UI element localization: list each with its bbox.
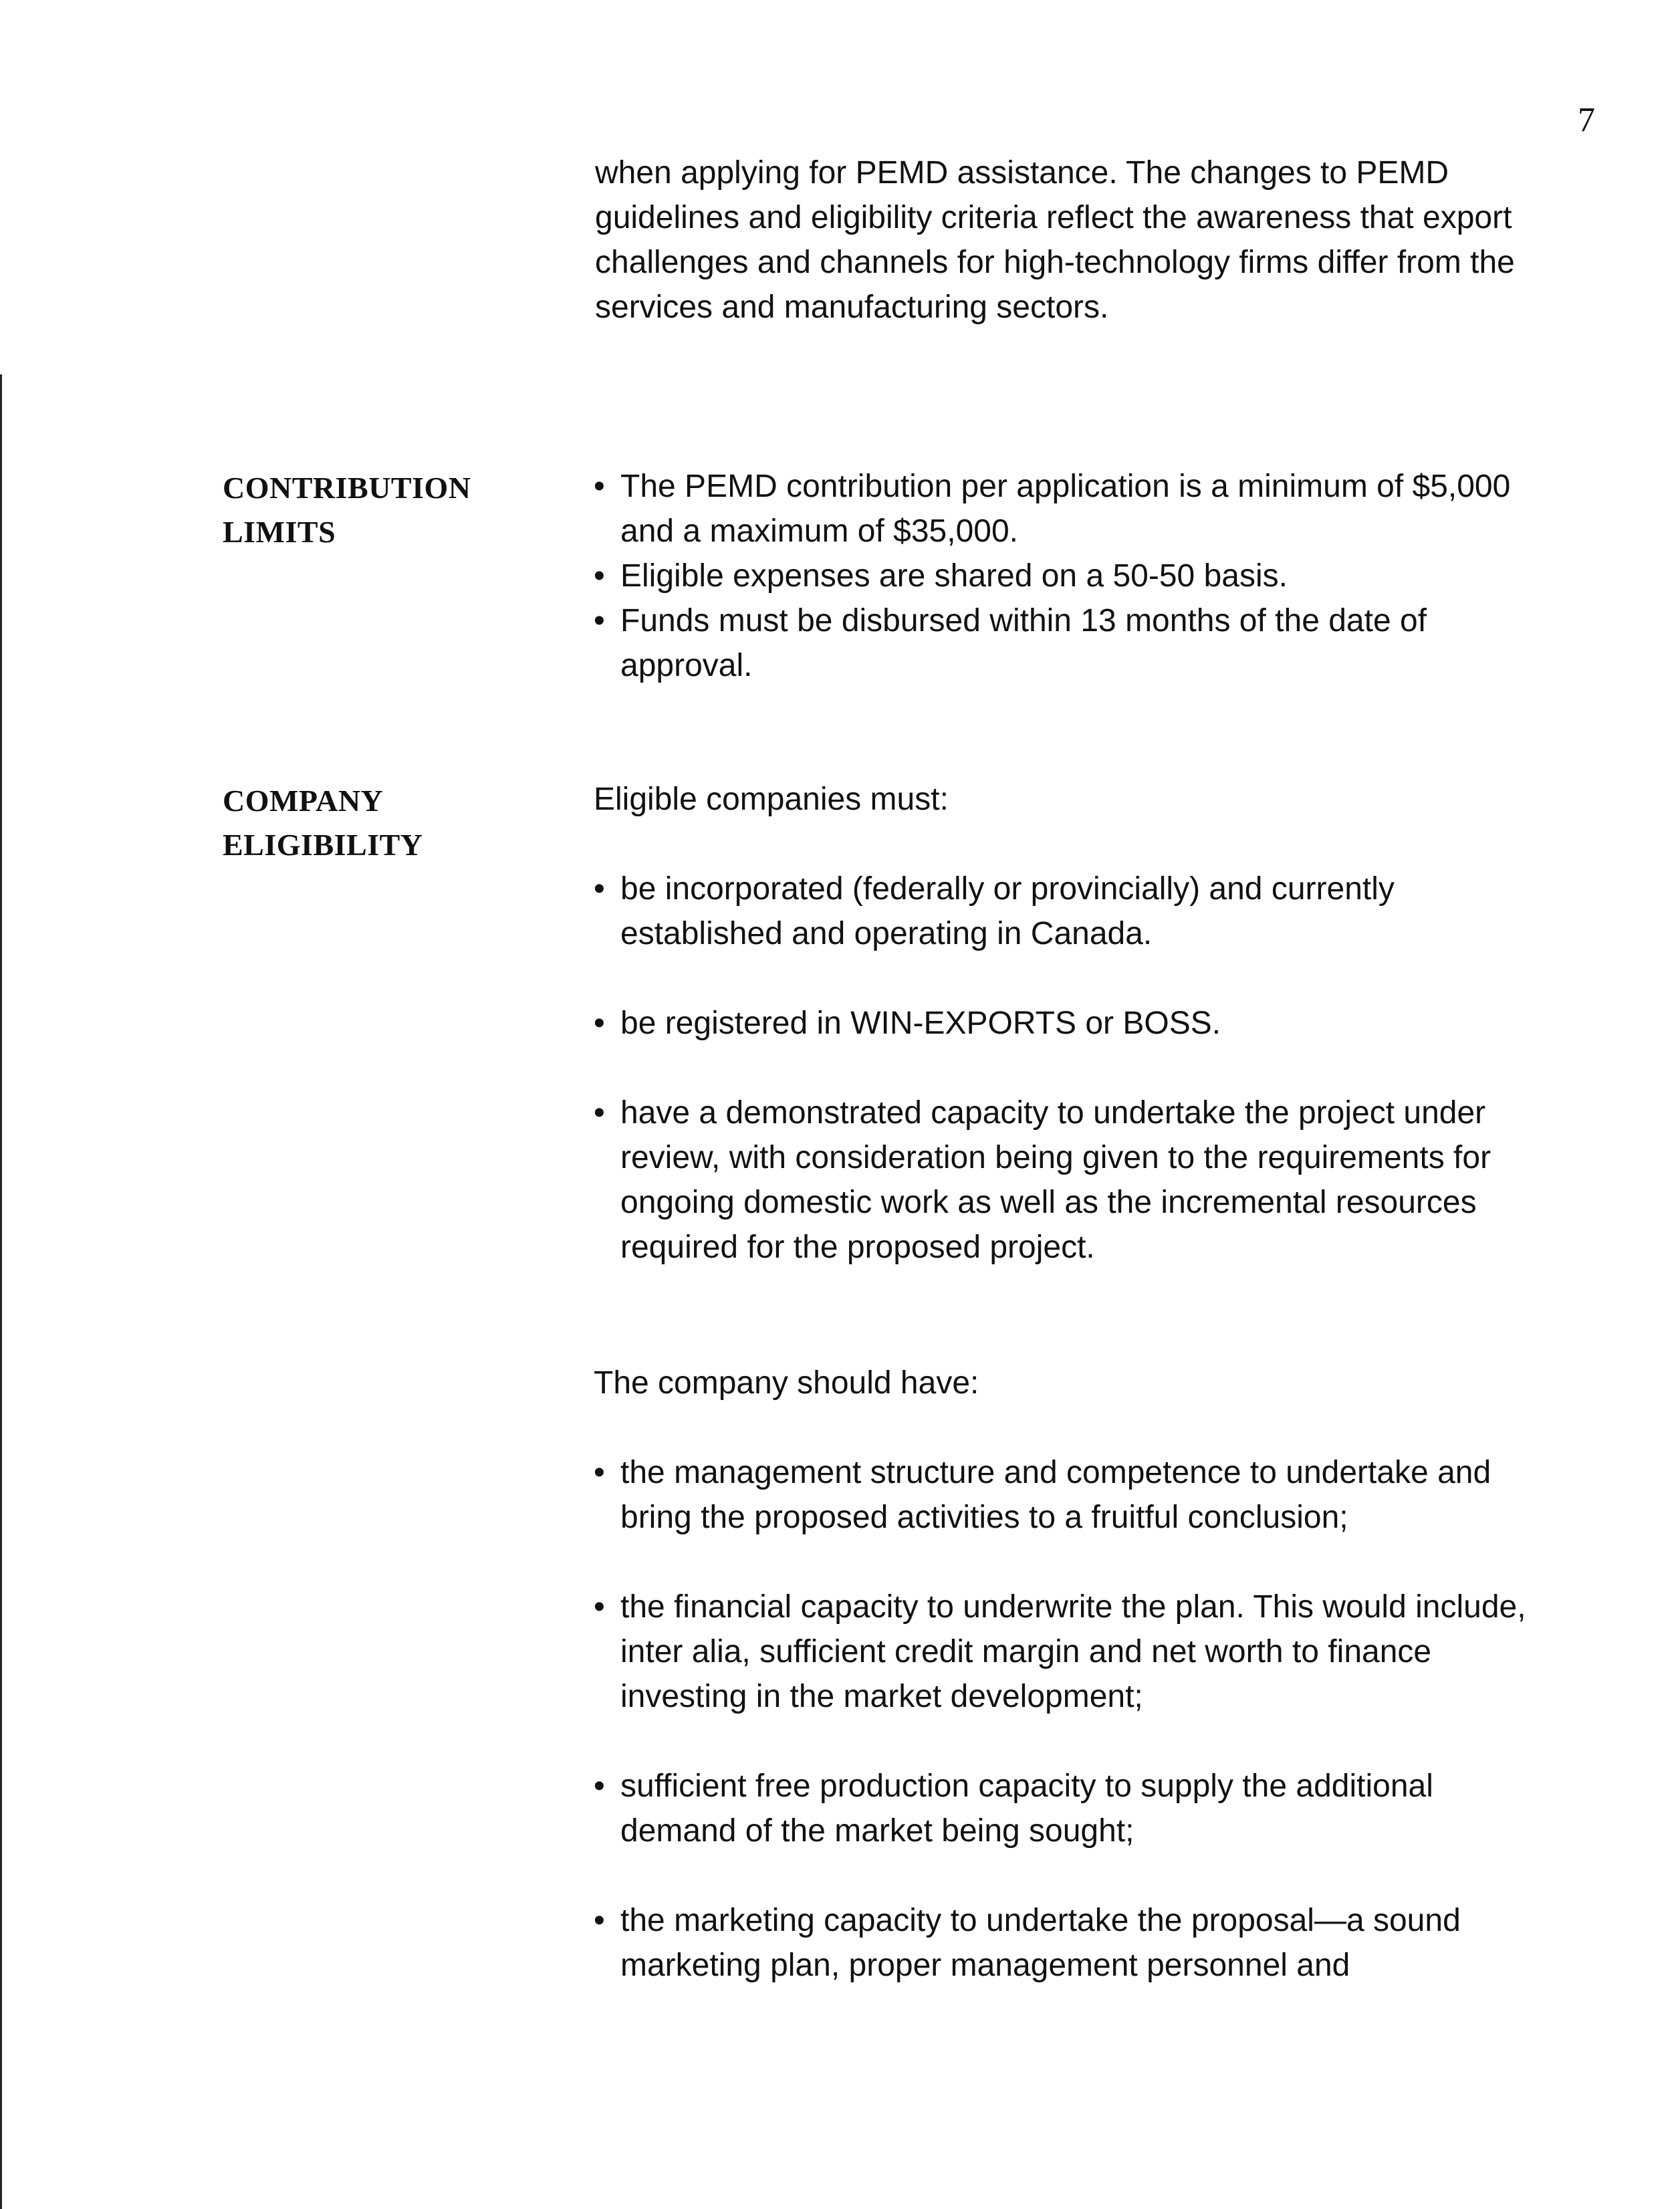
list-item: • the financial capacity to underwrite the plan. This would include, inter alia, sufficient credit margin and net worth to finance investing in the market development;	[594, 1585, 1543, 1719]
list-item: • the marketing capacity to undertake the proposal—a sound marketing plan, proper management personnel and	[594, 1898, 1543, 1988]
list-item: • sufficient free production capacity to supply the additional demand of the market being sought;	[594, 1764, 1543, 1853]
list-item: • The PEMD contribution per application is a minimum of $5,000 and a maximum of $35,000.	[594, 464, 1543, 554]
list-item: • the management structure and competence to undertake and bring the proposed activities to a fruitful conclusion;	[594, 1450, 1543, 1540]
contribution-limits-list	[594, 464, 1543, 688]
contribution-limits-heading-line1: CONTRIBUTION	[223, 471, 471, 505]
intro-paragraph-block	[595, 150, 1531, 330]
intro-paragraph: when applying for PEMD assistance. The changes to PEMD guidelines and eligibility criteria reflect the awareness that export challenges and channels for high-technology firms differ from the services and manufacturing sectors.	[595, 155, 1515, 325]
company-eligibility-heading	[223, 779, 423, 867]
company-eligibility-heading-line1: COMPANY	[223, 784, 384, 818]
list-item: • have a demonstrated capacity to undertake the project under review, with consideration being given to the requirements for ongoing domestic work as well as the incremental resources required for the proposed project.	[594, 1090, 1543, 1270]
contribution-limits-heading-line2: LIMITS	[223, 515, 336, 549]
contribution-limits-heading	[223, 466, 471, 554]
page-number: 7	[1578, 101, 1595, 139]
eligibility-must-lead: Eligible companies must:	[594, 782, 949, 817]
company-eligibility-should-content	[594, 1361, 1543, 1988]
eligibility-should-list	[594, 1450, 1543, 1988]
company-eligibility-heading-line2: ELIGIBILITY	[223, 828, 423, 862]
list-item: • be incorporated (federally or provincially) and currently established and operating in Canada.	[594, 866, 1543, 956]
list-item: • be registered in WIN-EXPORTS or BOSS.	[594, 1001, 1543, 1046]
list-item: • Eligible expenses are shared on a 50-50 basis.	[594, 554, 1543, 598]
company-eligibility-must-content	[594, 777, 1543, 1270]
eligibility-should-lead: The company should have:	[594, 1365, 979, 1401]
page-left-edge-shadow	[0, 374, 2, 2209]
eligibility-must-list	[594, 866, 1543, 1270]
list-item: • Funds must be disbursed within 13 months of the date of approval.	[594, 598, 1543, 688]
contribution-limits-content	[594, 464, 1543, 688]
